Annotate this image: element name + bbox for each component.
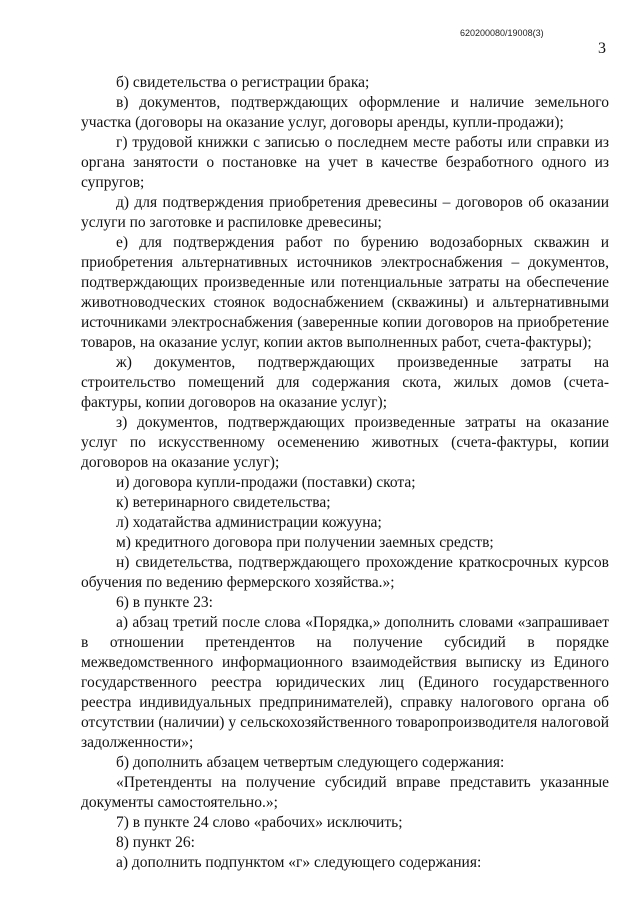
paragraph: и) договора купли-продажи (поставки) скота;	[116, 474, 416, 491]
paragraph: к) ветеринарного свидетельства;	[116, 494, 331, 511]
paragraph: а) абзац третий после слова «Порядка,» дополнить словами «запрашивает в отношении претендентов на получение субсидий в порядке межведомственного информационного взаимодействия выписку из Единого государственного реестра юридических лиц (Единого государственного реестра индивидуальных предпринимателей), справку налогового органа об отсутствии (наличии) у сельскохозяйственного товаропроизводителя налоговой задолженности»;	[81, 614, 609, 751]
paragraph: 7) в пункте 24 слово «рабочих» исключить;	[116, 814, 403, 831]
paragraph: 6) в пункте 23:	[116, 594, 213, 611]
paragraph: г) трудовой книжки с записью о последнем месте работы или справки из органа занятости о постановке на учет в качестве безработного одного из супругов;	[81, 134, 609, 191]
document-number: 620200080/19008(3)	[460, 28, 544, 38]
paragraph: «Претенденты на получение субсидий вправе представить указанные документы самостоятельно.»;	[81, 774, 609, 811]
paragraph: л) ходатайства администрации кожууна;	[116, 514, 382, 531]
paragraph: а) дополнить подпунктом «г» следующего содержания:	[116, 854, 482, 871]
document-body	[81, 73, 609, 873]
paragraph: б) дополнить абзацем четвертым следующего содержания:	[116, 754, 505, 771]
page-number: 3	[598, 40, 606, 57]
paragraph: н) свидетельства, подтверждающего прохождение краткосрочных курсов обучения по ведению фермерского хозяйства.»;	[81, 554, 609, 591]
paragraph: б) свидетельства о регистрации брака;	[116, 74, 370, 91]
paragraph: з) документов, подтверждающих произведенные затраты на оказание услуг по искусственному осеменению животных (счета-фактуры, копии договоров на оказание услуг);	[81, 414, 609, 471]
paragraph: м) кредитного договора при получении заемных средств;	[116, 534, 494, 551]
paragraph: е) для подтверждения работ по бурению водозаборных скважин и приобретения альтернативных источников электроснабжения – документов, подтверждающих произведенные или потенциальные затраты на обеспечение животноводческих стоянок водоснабжением (скважины) и альтернативными источниками электроснабжения (заверенные копии договоров на приобретение товаров, на оказание услуг, копии актов выполненных работ, счета-фактуры);	[81, 234, 609, 351]
paragraph: 8) пункт 26:	[116, 834, 195, 851]
paragraph: ж) документов, подтверждающих произведенные затраты на строительство помещений для содержания скота, жилых домов (счета-фактуры, копии договоров на оказание услуг);	[81, 354, 609, 411]
paragraph: д) для подтверждения приобретения древесины – договоров об оказании услуги по заготовке и распиловке древесины;	[81, 194, 609, 231]
paragraph: в) документов, подтверждающих оформление и наличие земельного участка (договоры на оказание услуг, договоры аренды, купли-продажи);	[81, 94, 609, 131]
